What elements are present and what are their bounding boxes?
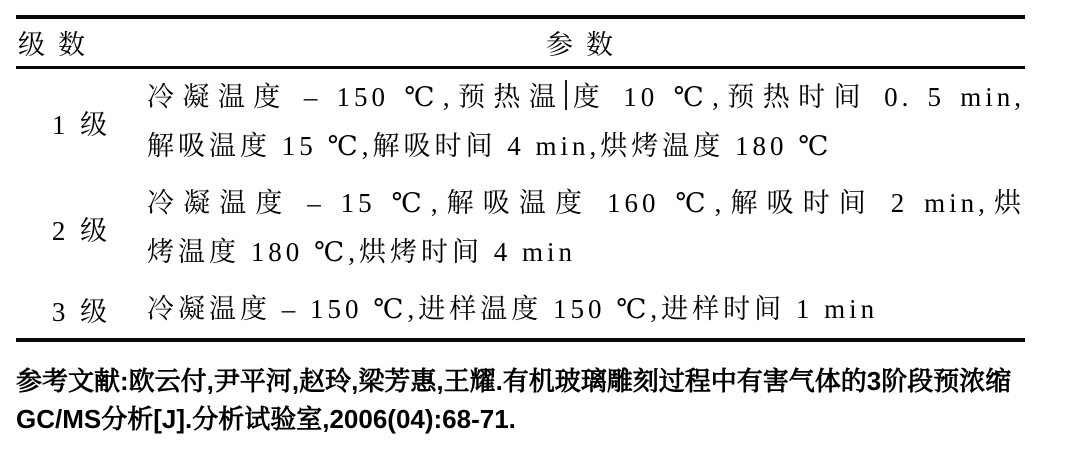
reference-citation: 欧云付,尹平河,赵玲,梁芳惠,王耀.有机玻璃雕刻过程中有害气体的3阶段预浓缩GC/MS分析[J].分析试验室,2006(04):68-71. — [16, 366, 1012, 434]
stage-3-param-line-1[interactable]: 冷凝温度 – 150 ℃,进样温度 150 ℃,进样时间 1 min — [147, 294, 879, 324]
stage-1-params — [147, 73, 1025, 171]
table-header-level: 级数 — [18, 30, 98, 60]
stage-1-param-line-2[interactable]: 解吸温度 15 ℃,解吸时间 4 min,烘烤温度 180 ℃ — [147, 131, 833, 161]
stage-1-text-after-caret: 度 10 ℃,预热时间 0. 5 min, — [568, 82, 1025, 112]
stage-parameters-table — [16, 15, 1025, 342]
table-header-row — [16, 19, 1025, 69]
table-header-param: 参数 — [546, 30, 626, 60]
stage-1-param-line-1[interactable] — [147, 73, 1025, 122]
stage-1-label: 1 级 — [51, 109, 112, 140]
table-row-stage-3 — [16, 281, 1025, 338]
stage-3-params — [147, 285, 1025, 334]
text-caret — [565, 80, 567, 110]
table-row-stage-1 — [16, 69, 1025, 175]
stage-1-text-before-caret: 冷凝温度 – 150 ℃,预热温 — [147, 82, 565, 112]
stage-3-label: 3 级 — [51, 297, 112, 327]
stage-2-param-line-2[interactable]: 烤温度 180 ℃,烘烤时间 4 min — [147, 237, 576, 267]
stage-2-params — [147, 179, 1025, 277]
stage-2-param-line-1[interactable]: 冷凝温度 – 15 ℃,解吸温度 160 ℃,解吸时间 2 min,烘 — [147, 188, 1025, 218]
reference-paragraph[interactable] — [16, 362, 1052, 438]
table-row-stage-2 — [16, 175, 1025, 281]
reference-label: 参考文献: — [16, 366, 129, 396]
stage-2-label: 2 级 — [51, 215, 112, 246]
